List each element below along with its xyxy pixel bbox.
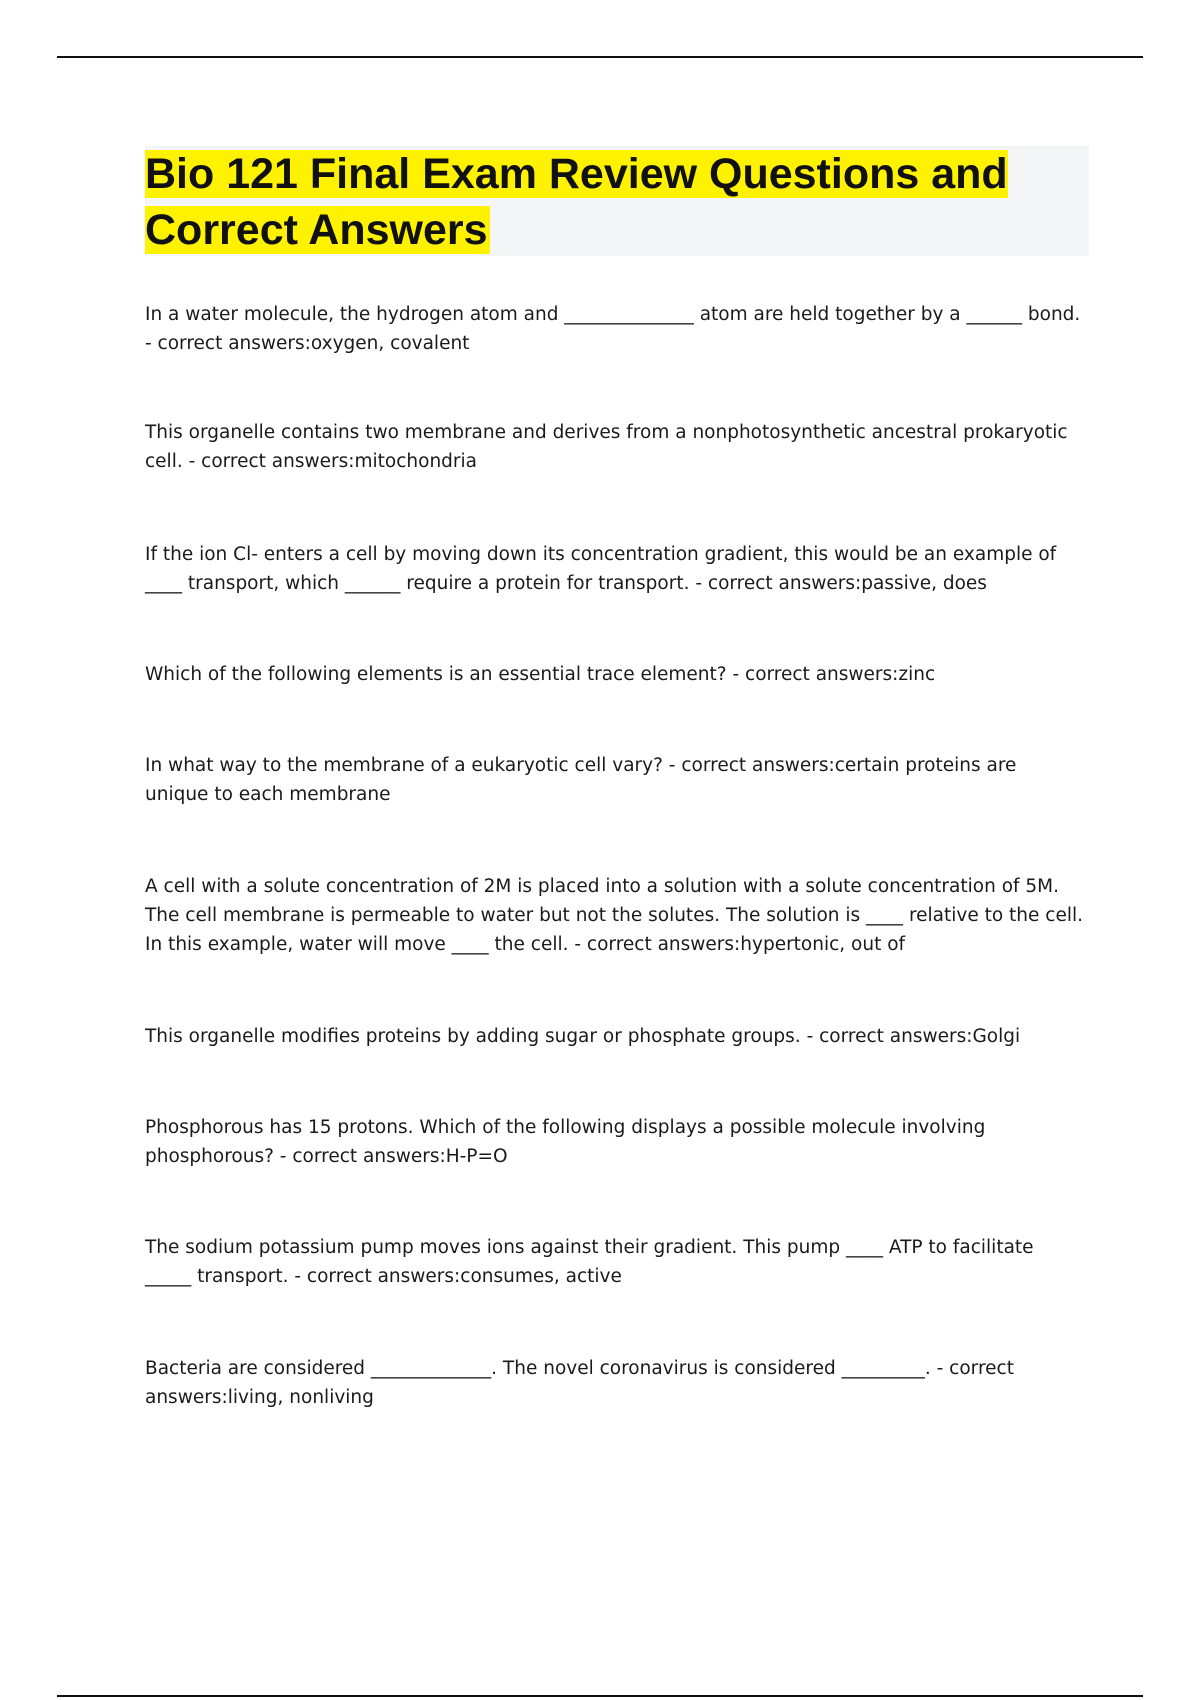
question-item-6: A cell with a solute concentration of 2M is placed into a solution with a solute concentration of 5M. The cell membrane is permeable to water but not the solutes. The solution is ____ relative to the cell. In this example, water will move ____ the cell. - correct answers:hypertonic, out of	[145, 876, 1084, 955]
bottom-rule	[57, 1695, 1143, 1697]
question-item-9: The sodium potassium pump moves ions against their gradient. This pump ____ ATP to facilitate _____ transport. - correct answers:consumes, active	[145, 1237, 1034, 1287]
title-block	[145, 146, 1089, 256]
top-rule	[57, 56, 1143, 58]
title-highlight: Bio 121 Final Exam Review Questions and Correct Answers	[145, 150, 1008, 254]
question-item-7: This organelle modifies proteins by adding sugar or phosphate groups. - correct answers:Golgi	[145, 1026, 1021, 1047]
question-item-8: Phosphorous has 15 protons. Which of the following displays a possible molecule involving phosphorous? - correct answers:H-P=O	[145, 1117, 986, 1167]
question-item-1: In a water molecule, the hydrogen atom and ______________ atom are held together by a ______ bond. - correct answers:oxygen, covalent	[145, 304, 1081, 354]
question-item-2: This organelle contains two membrane and derives from a nonphotosynthetic ancestral prokaryotic cell. - correct answers:mitochondria	[145, 422, 1068, 472]
question-item-10: Bacteria are considered _____________. The novel coronavirus is considered _________. - correct answers:living, nonliving	[145, 1358, 1014, 1408]
question-item-4: Which of the following elements is an essential trace element? - correct answers:zinc	[145, 664, 936, 685]
page-title	[145, 146, 1089, 258]
question-item-5: In what way to the membrane of a eukaryotic cell vary? - correct answers:certain proteins are unique to each membrane	[145, 755, 1017, 805]
question-item-3: If the ion Cl- enters a cell by moving down its concentration gradient, this would be an example of ____ transport, which ______ require a protein for transport. - correct answers:passive, does	[145, 544, 1057, 594]
